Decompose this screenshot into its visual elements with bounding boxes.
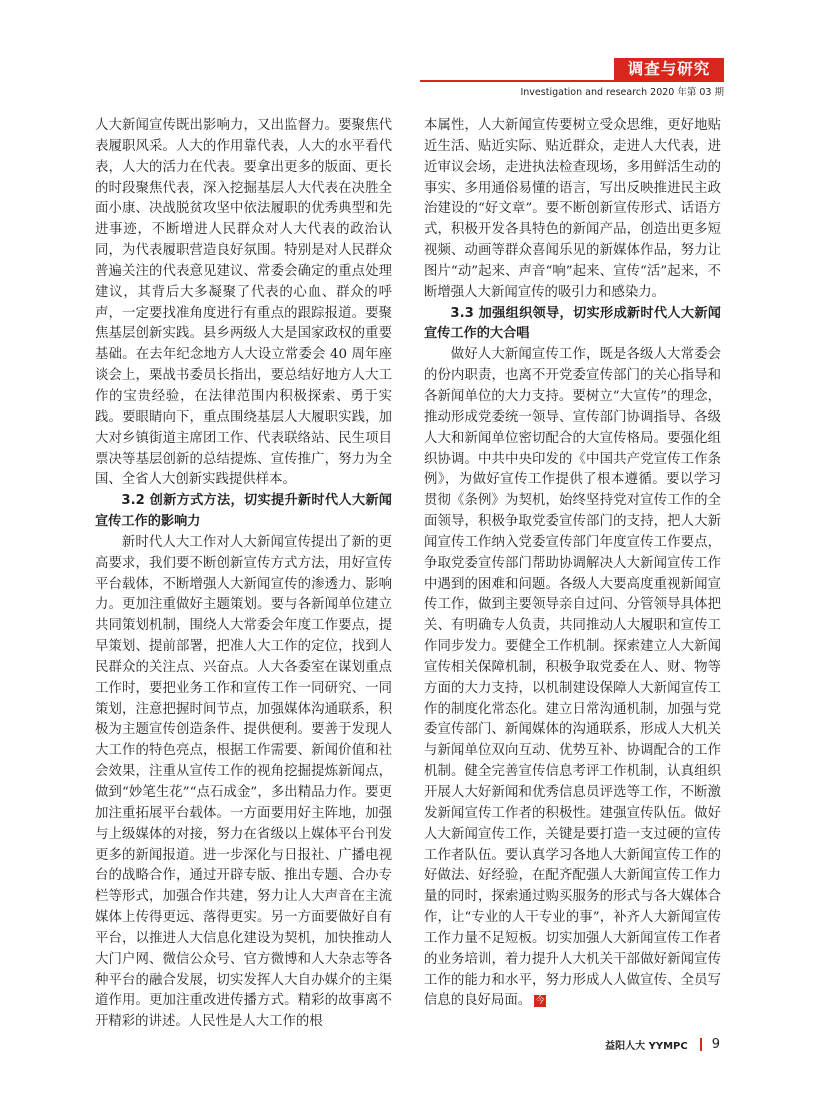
page-number: 9 xyxy=(711,1037,720,1052)
paragraph-text: 做好人大新闻宣传工作，既是各级人大常委会的份内职责，也离不开党委宣传部门的关心指导和各新闻单位的大力支持。要树立“大宣传”的理念，推动形成党委统一领导、宣传部门协调指导、各级人大和新闻单位密切配合的大宣传格局。要强化组织协调。中共中央印发的《中国共产党宣传工作条例》，为做好宣传工作提供了根本遵循。要以学习贯彻《条例》为契机，始终坚持党对宣传工作的全面领导，积极争取党委宣传部门的支持，把人大新闻宣传工作纳入党委宣传部门年度宣传工作要点，争取党委宣传部门帮助协调解决人大新闻宣传工作中遇到的困难和问题。各级人大要高度重视新闻宣传工作，做到主要领导亲自过问、分管领导具体把关、有明确专人负责，共同推动人大履职和宣传工作同步发力。要健全工作机制。探索建立人大新闻宣传相关保障机制，积极争取党委在人、财、物等方面的大力支持，以机制建设保障人大新闻宣传工作的制度化常态化。建立日常沟通机制，加强与党委宣传部门、新闻媒体的沟通联系，形成人大机关与新闻单位双向互动、优势互补、协调配合的工作机制。健全完善宣传信息考评工作机制，认真组织开展人大好新闻和优秀信息员评选等工作，不断激发新闻宣传工作者的积极性。建强宣传队伍。做好人大新闻宣传工作，关键是要打造一支过硬的宣传工作者队伍。要认真学习各地人大新闻宣传工作的好做法、好经验，在配齐配强人大新闻宣传工作力量的同时，探索通过购买服务的形式与各大媒体合作，让“专业的人干专业的事”，补齐人大新闻宣传工作力量不足短板。切实加强人大新闻宣传工作者的业务培训，着力提升人大机关干部做好新闻宣传工作的能力和水平，努力形成人人做宣传、全员写信息的良好局面。 xyxy=(424,347,721,1009)
paragraph: 新时代人大工作对人大新闻宣传提出了新的更高要求，我们要不断创新宣传方式方法，用好宣传平台载体，不断增强人大新闻宣传的渗透力、影响力。更加注重做好主题策划。要与各新闻单位建立共同策划机制，围绕人大常委会年度工作要点，提早策划、提前部署，把准人大工作的定位，找到人民群众的关注点、兴奋点。人大各委室在谋划重点工作时，要把业务工作和宣传工作一同研究、一同策划，注意把握时间节点，加强媒体沟通联系，积极为主题宣传创造条件、提供便利。要善于发现人大工作的特色亮点，根据工作需要、新闻价值和社会效果，注重从宣传工作的视角挖掘提炼新闻点，做到“妙笔生花”“点石成金”，多出精品力作。要更加注重拓展平台载体。一方面要用好主阵地，加强与上级媒体的对接，努力在省级以上媒体平台刊发更多的新闻报道。进一步深化与日报社、广播电视台的战略合作，通过开辟专版、推出专题、合办专栏等形式，加强合作共建，努力让人大声音在主流媒体上传得更远、落得更实。另一方面要做好自有平台，以推进人大信息化建设为契机，加快推动人大门户网、微信公众号、官方微博和人大杂志等各种平台的融合发展，切实发挥人大自办媒介的主渠道作用。更加注重改进传播方式。精彩的故事离不开精彩的讲述。人民性是人大工作的根 xyxy=(95,534,392,1030)
publication-name: 益阳人大 YYMPC xyxy=(605,1041,688,1052)
issue-subtitle: Investigation and research 2020 年第 03 期 xyxy=(520,87,724,98)
end-mark-icon: 今 xyxy=(535,995,545,1006)
left-column xyxy=(95,116,392,1033)
right-column xyxy=(424,116,721,1012)
column-title: 调查与研究 xyxy=(627,60,711,78)
header-rule xyxy=(420,80,724,82)
footer-divider xyxy=(700,1038,702,1051)
paragraph: 本属性，人大新闻宣传要树立受众思维，更好地贴近生活、贴近实际、贴近群众，走进人大代表，进近审议会场，走进执法检查现场，多用鲜活生动的事实、多用通俗易懂的语言，写出反映推进民主政治建设的“好文章”。要不断创新宣传形式、话语方式，积极开发各具特色的新闻产品，创造出更多短视频、动画等群众喜闻乐见的新媒体作品，努力让图片“动”起来、声音“响”起来、宣传“活”起来，不断增强人大新闻宣传的吸引力和感染力。 xyxy=(424,118,721,300)
page-footer xyxy=(605,1037,720,1052)
section-heading-3-3: 3.3 加强组织领导，切实形成新时代人大新闻宣传工作的大合唱 xyxy=(424,305,721,342)
paragraph: 人大新闻宣传既出影响力，又出监督力。要聚焦代表履职风采。人大的作用靠代表，人大的水平看代表，人大的活力在代表。要拿出更多的版面、更长的时段聚焦代表，深入挖掘基层人大代表在决胜全面小康、决战脱贫攻坚中依法履职的优秀典型和先进事迹，不断增进人民群众对人大代表的政治认同，为代表履职营造良好氛围。特别是对人民群众普遍关注的代表意见建议、常委会确定的重点处理建议，其背后大多凝聚了代表的心血、群众的呼声，一定要找准角度进行有重点的跟踪报道。要聚焦基层创新实践。县乡两级人大是国家政权的重要基础。在去年纪念地方人大设立常委会 40 周年座谈会上，栗战书委员长指出，要总结好地方人大工作的宝贵经验，在法律范围内积极探索、勇于实践。要眼睛向下，重点围绕基层人大履职实践，加大对乡镇街道主席团工作、代表联络站、民生项目票决等基层创新的总结提炼、宣传推广，努力为全国、全省人大创新实践提供样本。 xyxy=(95,118,392,488)
paragraph xyxy=(424,345,721,1012)
section-heading-3-2: 3.2 创新方式方法，切实提升新时代人大新闻宣传工作的影响力 xyxy=(95,493,392,530)
